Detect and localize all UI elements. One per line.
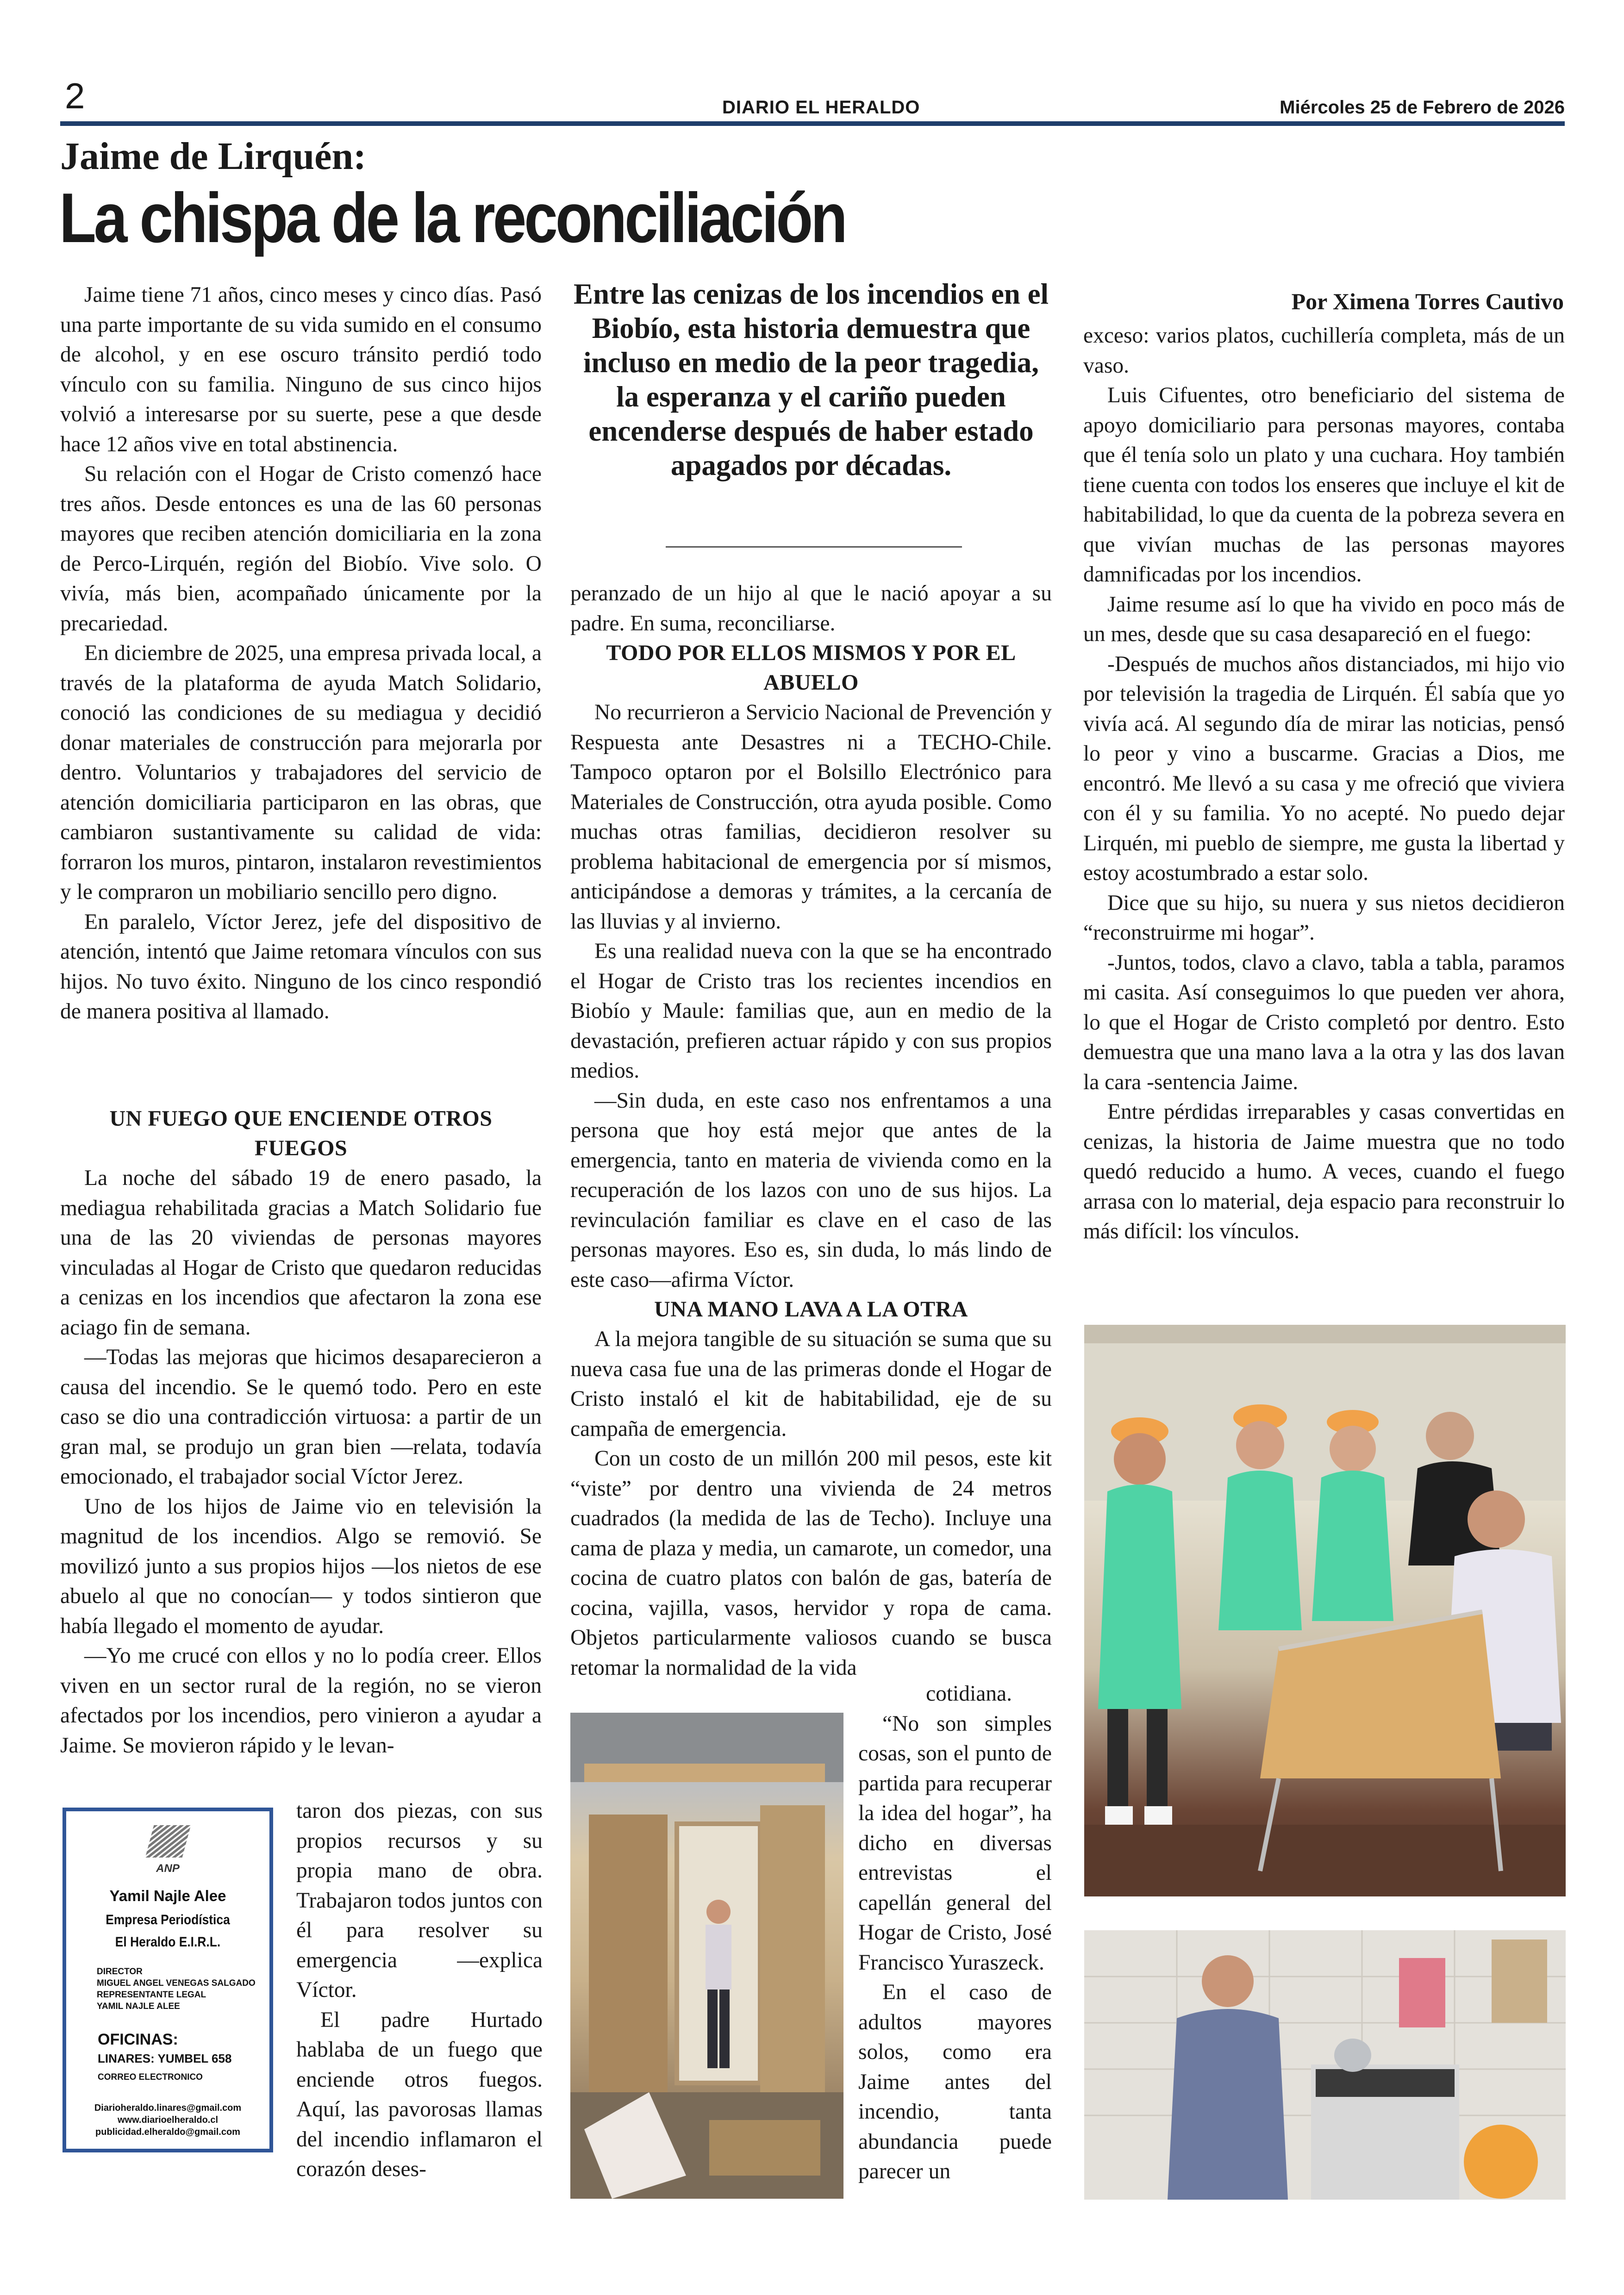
paragraph: A la mejora tangible de su situación se suma que su nueva casa fue una de las primeras donde el Hogar de Cristo instaló el kit de habitabilidad, eje de su campaña de emergencia. [570,1327,1052,1441]
paragraph: Entre pérdidas irreparables y casas convertidas en cenizas, la historia de Jaime muestra que no todo quedó reducido a humo. A veces, cuando el fuego arrasa con lo material, deja espacio para reconstruir lo más difícil: los vínculos. [1083,1100,1565,1243]
email-label: CORREO ELECTRONICO [98,2072,203,2082]
publication-date: Miércoles 25 de Febrero de 2026 [1280,97,1565,118]
office-address: LINARES: YUMBEL 658 [98,2052,232,2065]
article-byline: Por Ximena Torres Cautivo [1291,288,1564,314]
paragraph: En paralelo, Víctor Jerez, jefe del dispositivo de atención, intentó que Jaime retomara vínculos con sus hijos. No tuvo éxito. Ninguno de los cinco respondió de manera positiva al llamado. [60,910,542,1023]
paragraph: El padre Hurtado hablaba de un fuego que enciende otros fuegos. Aquí, las pavorosas llamas del incendio inflamaron el corazón deses- [296,2008,543,2181]
photo-kitchen-illustration [1084,1930,1566,2200]
subheading-todo-por-ellos: TODO POR ELLOS MISMOS Y POR EL ABUELO [606,641,1016,695]
director-label: DIRECTOR [97,1967,143,1977]
photo-volunteers-illustration [1084,1325,1566,1896]
paragraph: -Después de muchos años distanciados, mi hijo vio por televisión la tragedia de Lirquén. Él sabía que yo vivía acá. Al segundo día de mirar las noticias, pensó lo peor y vino a buscarme. Gracias a Dios, me encontró. Me llevó a su casa y me ofreció que viviera con él y su familia. Yo no acepté. No puedo dejar Lirquén, mi pueblo de siempre, me gusta la libertad y estoy acostumbrado a estar solo. [1083,652,1565,885]
article-column-1 [60,280,542,1027]
photo-volunteers-group [1084,1325,1566,1896]
paragraph: cotidiana. [926,1682,1012,1706]
paragraph: —Yo me crucé con ellos y no lo podía creer. Ellos viven en un sector rural de la región, no se vieron afectados por los incendios, pero vinieron a ayudar a Jaime. Se movieron rápido y le levan- [60,1644,542,1758]
paragraph: La noche del sábado 19 de enero pasado, la mediagua rehabilitada gracias a Match Solidario fue una de las 20 viviendas de personas mayores vinculadas al Hogar de Cristo que quedaron reducidas a cenizas en los incendios que afectaron la zona ese aciago fin de semana. [60,1166,542,1340]
paragraph: —Sin duda, en este caso nos enfrentamos a una persona que hoy está mejor que antes de la emergencia, tanto en materia de vivienda como en la recuperación de los lazos con uno de sus hijos. La revinculación familiar es clave en el caso de las personas mayores. Eso es, sin duda, lo más lindo de este caso—afirma Víctor. [570,1088,1052,1292]
offices-label: OFICINAS: [98,2031,178,2048]
paragraph: Dice que su hijo, su nuera y sus nietos decidieron “reconstruirme mi hogar”. [1083,891,1565,945]
photo-jaime-doorway-illustration [570,1713,843,2199]
paragraph: No recurrieron a Servicio Nacional de Prevención y Respuesta ante Desastres ni a TECHO-Chile. Tampoco optaron por el Bolsillo Electrónico para Materiales de Construcción, otra ayuda posible. Como muchas otras familias, decidieron resolver su problema habitacional de emergencia por sí mismos, anticipándose a demoras y trámites, a la cercanía de las lluvias y al invierno. [570,700,1052,934]
paragraph: Jaime resume así lo que ha vivido en poco más de un mes, desde que su casa desapareció en el fuego: [1083,592,1565,646]
website-link[interactable]: www.diarioelheraldo.cl [117,2115,219,2125]
article-kicker: Jaime de Lirquén: [60,135,367,178]
header-rule [60,121,1565,126]
article-headline: La chispa de la reconciliación [59,179,845,257]
article-column-3 [1083,321,1565,1247]
email-advertising[interactable]: publicidad.elheraldo@gmail.com [95,2127,240,2137]
legal-rep-label: REPRESENTANTE LEGAL [97,1990,206,2000]
paragraph: peranzado de un hijo al que le nació apoyar a su padre. En suma, reconciliarse. [570,581,1052,636]
legal-rep-name: YAMIL NAJLE ALEE [97,2002,180,2011]
paragraph: En diciembre de 2025, una empresa privada local, a través de la plataforma de ayuda Match Solidario, conoció las condiciones de su mediagua y decidió donar materiales de construcción para mejorarla por dentro. Voluntarios y trabajadores del servicio de atención domiciliaria participaron en las obras, que cambiaron sustantivamente su calidad de vida: forraron los muros, pintaron, instalaron revestimientos y le compraron un mobiliario sencillo pero digno. [60,641,542,904]
paragraph: exceso: varios platos, cuchillería completa, más de un vaso. [1083,324,1565,378]
paragraph: Con un costo de un millón 200 mil pesos, este kit “viste” por dentro una vivienda de 24 metros cuadrados (la medida de las de Techo). Incluye una cama de plaza y media, un camarote, un comedor, una cocina de cuatro platos con balón de gas, batería de cocina, vajilla, vasos, hervidor y ropa de cama. Objetos particularmente valiosos cuando se busca retomar la normalidad de la vida [570,1447,1052,1680]
paragraph: Es una realidad nueva con la que se ha encontrado el Hogar de Cristo tras los recientes incendios en Biobío y Maule: familias que, aun en medio de la devastación, prefieren actuar rápido y con sus propios medios. [570,939,1052,1083]
paragraph: -Juntos, todos, clavo a clavo, tabla a tabla, paramos mi casita. Así conseguimos lo que pueden ver ahora, lo que el Hogar de Cristo completó por dentro. Esto demuestra que una mano lava a la otra y las dos lavan la cara -sentencia Jaime. [1083,950,1565,1094]
director-name: MIGUEL ANGEL VENEGAS SALGADO [97,1978,256,1988]
anp-logo-text: ANP [156,1862,180,1875]
article-column-2-narrow [858,1679,1052,2187]
paragraph: —Todas las mejoras que hicimos desaparecieron a causa del incendio. Se le quemó todo. Pero en este caso se dio una contradicción virtuosa: a partir de un gran mal, se produjo un gran bien —relata, todavía emocionado, el trabajador social Víctor Jerez. [60,1345,542,1489]
paragraph: Jaime tiene 71 años, cinco meses y cinco días. Pasó una parte importante de su vida sumido en el consumo de alcohol, y en ese oscuro tránsito perdió todo vínculo con su familia. Ninguno de sus cinco hijos volvió a interesarse por su suerte, pese a que desde hace 12 años vive en total abstinencia. [60,283,542,456]
email-primary[interactable]: Diarioheraldo.linares@gmail.com [94,2103,242,2113]
pull-quote-rule [666,546,962,548]
article-column-2 [570,579,1052,1683]
photo-jaime-in-doorway [570,1713,843,2199]
article-column-1-narrow [296,1796,543,2184]
anp-logo-mark [145,1825,191,1858]
paragraph: Uno de los hijos de Jaime vio en televisión la magnitud de los incendios. Algo se removió. Se movilizó junto a sus propios hijos —los nietos de ese abuelo al que no conocían— y todos sintieron que había llegado el momento de ayudar. [60,1494,542,1638]
owner-name: Yamil Najle Alee [109,1887,226,1904]
photo-jaime-kitchen [1084,1930,1566,2200]
paragraph: “No son simples cosas, son el punto de partida para recuperar la idea del hogar”, ha dicho en diversas entrevistas el capellán general del Hogar de Cristo, José Francisco Yuraszeck. [858,1711,1052,1975]
anp-logo [145,1825,191,1876]
company-line-1: Empresa Periodística [106,1912,230,1927]
company-line-2: El Heraldo E.I.R.L. [115,1934,221,1950]
subheading-fuego: UN FUEGO QUE ENCIENDE OTROS FUEGOS [109,1106,493,1160]
subheading-una-mano: UNA MANO LAVA A LA OTRA [654,1297,968,1322]
paragraph: taron dos piezas, con sus propios recursos y su propia mano de obra. Trabajaron todos juntos con él para resolver su emergencia —explica Víctor. [296,1799,543,2002]
paragraph: Su relación con el Hogar de Cristo comenzó hace tres años. Desde entonces es una de las 60 personas mayores que reciben atención domiciliaria en la zona de Perco-Lirquén, región del Biobío. Vive solo. O vivía, más bien, acompañado únicamente por la precariedad. [60,462,542,636]
publisher-info-box [62,1808,273,2152]
article-column-1-lower [60,1104,542,1760]
paragraph: En el caso de adultos mayores solos, como era Jaime antes del incendio, tanta abundancia puede parecer un [858,1980,1052,2183]
pull-quote: Entre las cenizas de los incendios en el Biobío, esta historia demuestra que incluso en medio de la peor tragedia, la esperanza y el cariño pueden encenderse después de haber estado apagados por décadas. [573,278,1049,481]
publication-name: DIARIO EL HERALDO [722,97,920,118]
page-number: 2 [65,75,85,116]
paragraph: Luis Cifuentes, otro beneficiario del sistema de apoyo domiciliario para personas mayores, contaba que él tenía solo un plato y una cuchara. Hoy también tiene cuenta con todos los enseres que incluye el kit de habitabilidad, lo que da cuenta de la pobreza severa en que vivían muchas de las personas mayores damnificadas por los incendios. [1083,383,1565,586]
